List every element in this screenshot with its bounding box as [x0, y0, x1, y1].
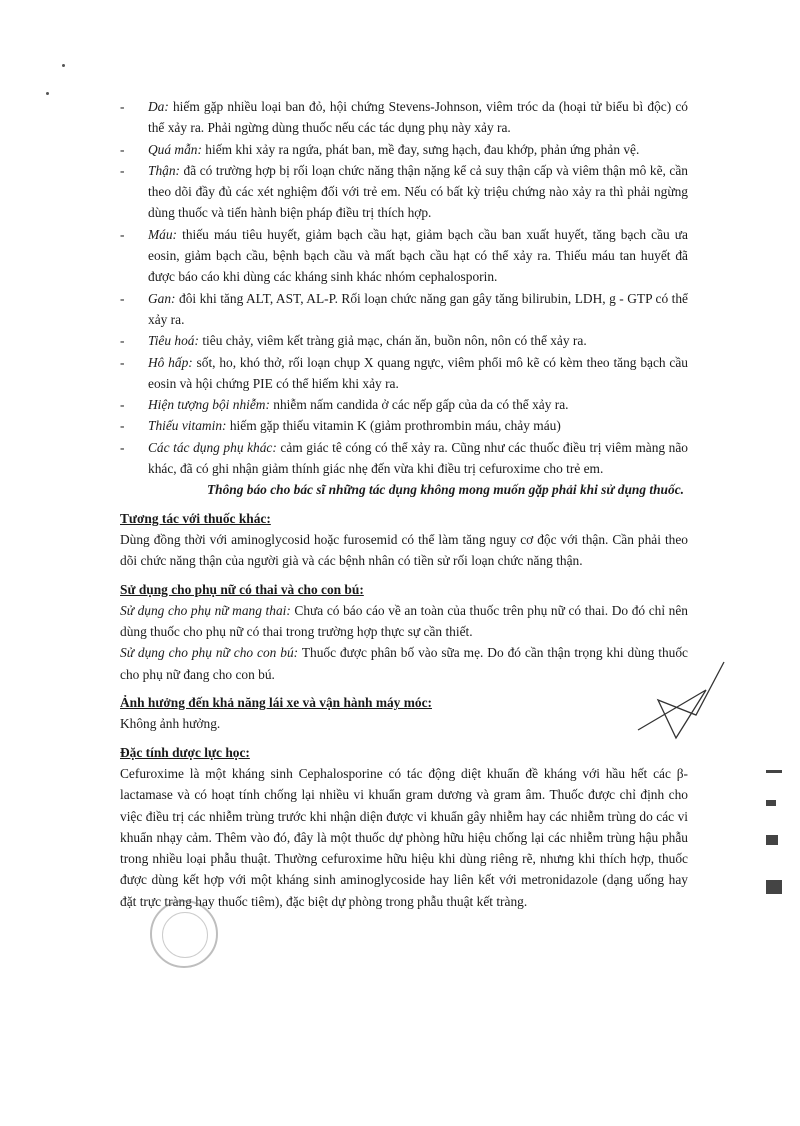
side-effect-item	[120, 415, 688, 436]
driving-text: Không ảnh hưởng.	[120, 716, 221, 732]
pregnancy-section	[120, 579, 688, 685]
nursing-lead: Sử dụng cho phụ nữ cho con bú:	[120, 645, 299, 661]
side-effect-text: sốt, ho, khó thở, rối loạn chụp X quang ngực, viêm phổi mô kẽ có kèm theo tăng bạch cầu eosin và hội chứng PIE có thể hiếm khi xảy ra.	[148, 354, 688, 391]
side-effect-text: hiếm gặp nhiều loại ban đỏ, hội chứng Stevens-Johnson, viêm tróc da (hoại tử biểu bì độc) có thể xảy ra. Phải ngừng dùng thuốc nếu các tác dụng phụ này xảy ra.	[148, 99, 688, 136]
side-effect-term: Hiện tượng bội nhiễm:	[148, 397, 270, 413]
pharmacodynamics-section	[120, 742, 688, 912]
bullet-dash: -	[120, 333, 125, 349]
side-effect-item	[120, 224, 688, 288]
bullet-dash: -	[120, 290, 125, 306]
side-effect-text: nhiễm nấm candida ở các nếp gấp của da có thể xảy ra.	[269, 397, 569, 413]
scan-dot	[46, 92, 49, 95]
side-effect-item	[120, 288, 688, 331]
pharmacodynamics-heading: Đặc tính dược lực học:	[120, 744, 250, 760]
bullet-dash: -	[120, 141, 125, 157]
side-effect-item	[120, 352, 688, 395]
scan-dot	[62, 64, 65, 67]
bullet-dash: -	[120, 99, 125, 114]
driving-heading: Ảnh hưởng đến khả năng lái xe và vận hành máy móc:	[120, 695, 432, 711]
side-effect-item	[120, 139, 688, 160]
scan-edge-marks	[762, 760, 786, 910]
signature-mark	[636, 660, 726, 740]
side-effect-text: tiêu chảy, viêm kết tràng giả mạc, chán ăn, buồn nôn, nôn có thể xảy ra.	[198, 333, 587, 349]
side-effect-text: đã có trường hợp bị rối loạn chức năng thận nặng kể cả suy thận cấp và viêm thận mô kẽ, cần theo dõi đầy đủ các xét nghiệm đối với trẻ em. Nếu có bất kỳ triệu chứng nào xảy ra thì phải ngừng dùng thuốc và tiến hành biện pháp điều trị thích hợp.	[148, 162, 688, 221]
pregnancy-heading: Sử dụng cho phụ nữ có thai và cho con bú:	[120, 581, 364, 597]
bullet-dash: -	[120, 354, 125, 370]
bullet-dash: -	[120, 397, 125, 413]
nursing-paragraph	[120, 642, 688, 685]
side-effect-text: cảm giác tê cóng có thể xảy ra. Cũng như các thuốc điều trị viêm màng não khác, đã có ghi nhận giảm thính giác nhẹ đến vừa khi điều trị cefuroxime cho trẻ em.	[148, 439, 688, 477]
nursing-text: Thuốc được phân bố vào sữa mẹ. Do đó cần thận trọng khi dùng thuốc cho phụ nữ đang cho con bú.	[120, 645, 688, 682]
side-effects-list	[120, 96, 688, 479]
side-effect-term: Máu:	[148, 226, 178, 242]
side-effect-term: Gan:	[148, 290, 176, 306]
side-effect-term: Thận:	[148, 162, 180, 178]
bullet-dash: -	[120, 226, 125, 242]
pregnant-lead: Sử dụng cho phụ nữ mang thai:	[120, 602, 291, 618]
side-effect-item	[120, 330, 688, 351]
side-effect-term: Quá mẫn:	[148, 141, 202, 157]
side-effect-term: Thiếu vitamin:	[148, 418, 227, 434]
side-effect-text: thiếu máu tiêu huyết, giảm bạch cầu hạt, giảm bạch cầu ban xuất huyết, tăng bạch cầu ưa eosin, giảm bạch cầu, bệnh bạch cầu và mất bạch cầu hạt có thể xảy ra. Thiếu máu tan huyết đã được báo cáo khi dùng các kháng sinh khác nhóm cephalosporin.	[148, 226, 688, 285]
side-effect-term: Tiêu hoá:	[148, 333, 199, 349]
pregnant-text: Chưa có báo cáo về an toàn của thuốc trên phụ nữ có thai. Do đó chỉ nên dùng thuốc cho phụ nữ có thai trong trường hợp thực sự cần thiết.	[120, 602, 688, 640]
driving-section	[120, 692, 688, 735]
side-effect-text: đôi khi tăng ALT, AST, AL-P. Rối loạn chức năng gan gây tăng bilirubin, LDH, g - GTP có thể xảy ra.	[148, 290, 688, 327]
interactions-section	[120, 508, 688, 572]
bullet-dash: -	[120, 162, 125, 178]
company-stamp	[150, 900, 218, 968]
bullet-dash: -	[120, 418, 125, 434]
interactions-text: Dùng đồng thời với aminoglycosid hoặc furosemid có thể làm tăng nguy cơ độc với thận. Cần phải theo dõi chức năng thận của người già và các bệnh nhân có tiền sử rối loạn chức năng thận.	[120, 531, 688, 569]
side-effect-item	[120, 394, 688, 415]
notice-text: Thông báo cho bác sĩ những tác dụng không mong muốn gặp phải khi sử dụng thuốc.	[206, 482, 684, 498]
side-effect-term: Hô hấp:	[148, 354, 193, 370]
pharmacodynamics-text: Cefuroxime là một kháng sinh Cephalosporine có tác động diệt khuẩn đề kháng với hầu hết các β-lactamase và có hoạt tính chống lại nhiều vi khuẩn gram dương và gram âm. Thuốc được chỉ định cho việc điều trị các nhiễm trùng trước khi nhận diện được vi khuẩn gây nhiễm hay các nhiễm trùng do các vi khuẩn nhạy cảm. Thêm vào đó, đây là một thuốc dự phòng hữu hiệu chống lại các nhiễm trùng hậu phẫu trong nhiều loại phẫu thuật. Thường cefuroxime hữu hiệu khi dùng riêng rẽ, nhưng khi thích hợp, thuốc được dùng kết hợp với một kháng sinh aminoglycoside hay liên kết với metronidazole (dạng uống hay đặt trực tràng hay thuốc tiêm), đặc biệt dự phòng trong phẫu thuật kết tràng.	[120, 765, 688, 909]
interactions-heading: Tương tác với thuốc khác:	[120, 510, 271, 526]
side-effect-term: Các tác dụng phụ khác:	[148, 439, 277, 455]
side-effect-item	[120, 96, 688, 139]
stamp-inner-ring	[162, 912, 208, 958]
side-effect-term: Da:	[148, 99, 169, 114]
bullet-dash: -	[120, 439, 125, 455]
side-effect-text: hiếm khi xảy ra ngứa, phát ban, mề đay, sưng hạch, đau khớp, phản ứng phản vệ.	[201, 141, 640, 157]
side-effect-item	[120, 160, 688, 224]
document-body	[120, 96, 688, 912]
pregnancy-paragraph	[120, 600, 688, 643]
side-effect-item	[120, 437, 688, 480]
side-effect-text: hiếm gặp thiếu vitamin K (giảm prothrombin máu, chảy máu)	[226, 418, 561, 434]
